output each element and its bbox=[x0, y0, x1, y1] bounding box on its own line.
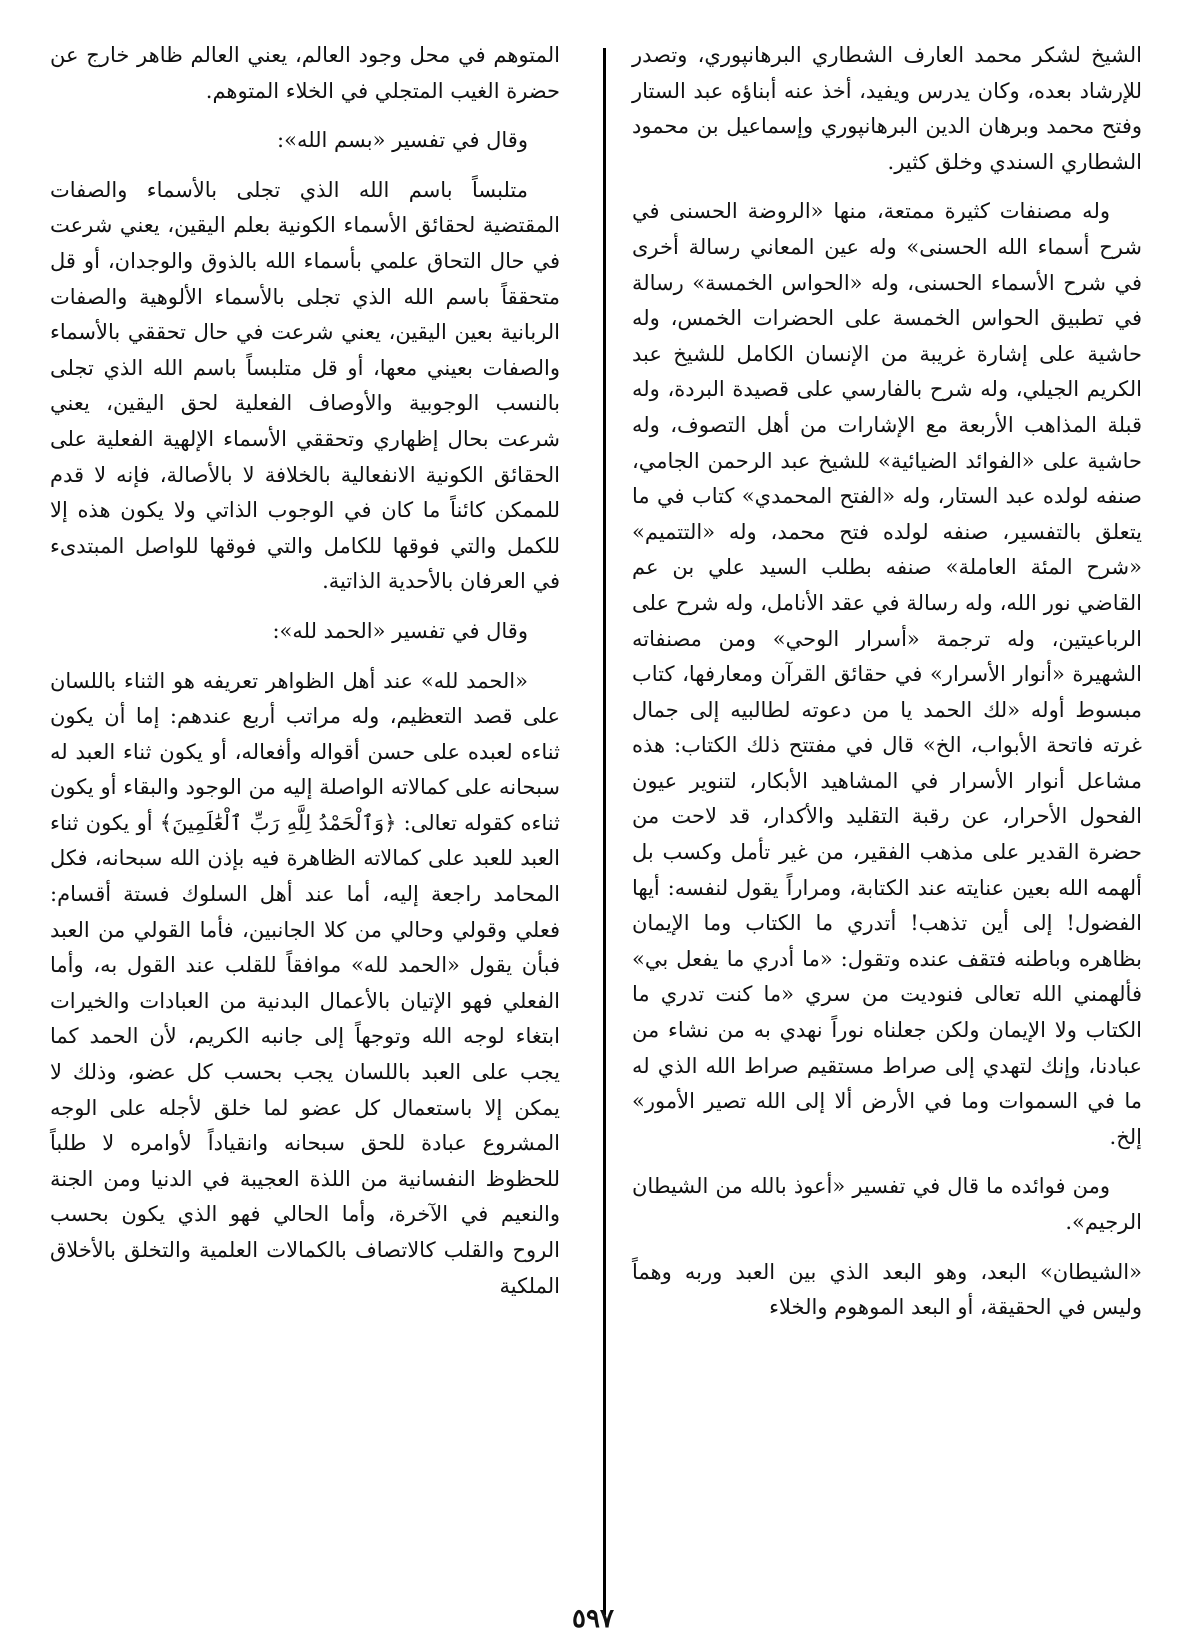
right-paragraph: «الشيطان» البعد، وهو البعد الذي بين العبد وربه وهماً وليس في الحقيقة، أو البعد الموهوم والخلاء bbox=[632, 1259, 1142, 1320]
left-paragraph: متلبساً باسم الله الذي تجلى بالأسماء والصفات المقتضية لحقائق الأسماء الكونية بعلم اليقين، يعني شرعت في حال التحاق علمي بأسماء الله بالذوق والوجدان، أو قل متحققاً باسم الله الذي تجلى بالأسماء الألوهية والصفات الربانية بعين اليقين، يعني شرعت في حال تحققي بالأسماء والصفات بعيني معها، أو قل متلبساً باسم الله الذي تجلى بالنسب الوجوبية والأوصاف الفعلية لحق اليقين، يعني شرعت بحال إظهاري وتحققي الأسماء الإلهية الفعلية على الحقائق الكونية الانفعالية بالخلافة لا بالأصالة، فإنه لا قدم للممكن كائناً ما كان في الوجوب الذاتي ولا يكون هذه إلا للكمل والتي فوقها للكامل والتي فوقها للواصل المبتدىء في العرفان بالأحدية الذاتية. bbox=[50, 177, 560, 594]
left-heading: وقال في تفسير «الحمد لله»: bbox=[272, 618, 528, 643]
left-paragraph: المتوهم في محل وجود العالم، يعني العالم ظاهر خارج عن حضرة الغيب المتجلي في الخلاء المتوهم. bbox=[50, 43, 560, 103]
right-column bbox=[632, 38, 1142, 1326]
left-column bbox=[50, 38, 560, 1304]
right-paragraph: وله مصنفات كثيرة ممتعة، منها «الروضة الحسنى في شرح أسماء الله الحسنى» وله عين المعاني رسالة أخرى في شرح الأسماء الحسنى، وله «الحواس الخمسة» رسالة في تطبيق الحواس الخمسة على الحضرات الخمس، وله حاشية على إشارة غريبة من الإنسان الكامل للشيخ عبد الكريم الجيلي، وله شرح بالفارسي على قصيدة البردة، وله قبلة المذاهب الأربعة مع الإشارات من أهل التصوف، وله حاشية على «الفوائد الضيائية» للشيخ عبد الرحمن الجامي، صنفه لولده عبد الستار، وله «الفتح المحمدي» كتاب في ما يتعلق بالتفسير، صنفه لولده فتح محمد، وله «التتميم» «شرح المئة العاملة» صنفه بطلب السيد علي بن عم القاضي نور الله، وله رسالة في عقد الأنامل، وله شرح على الرباعيتين، وله ترجمة «أسرار الوحي» ومن مصنفاته الشهيرة «أنوار الأسرار» في حقائق القرآن ومعارفها، كتاب مبسوط أوله «لك الحمد يا من دعوته لطالبيه إلى جمال غرته فاتحة الأبواب، الخ» قال في مفتتح ذلك الكتاب: هذه مشاعل أنوار الأسرار في المشاهيد الأبكار، لتنوير عيون الفحول الأحرار، عن رقبة التقليد والأكدار، قد لاحت من حضرة القدير على مذهب الفقير، من غير تأمل وكسب بل ألهمه الله بعين عنايته عند الكتابة، ومراراً يقول لنفسه: أيها الفضول! إلى أين تذهب! أتدري ما الكتاب وما الإيمان بظاهره وباطنه فتقف عنده وتقول: «ما أدري ما يفعل بي» فألهمني الله تعالى فنوديت من سري «ما كنت تدري ما الكتاب ولا الإيمان ولكن جعلناه نوراً نهدي به من نشاء من عبادنا، وإنك لتهدي إلى صراط مستقيم صراط الله الذي له ما في السموات وما في الأرض ألا إلى الله تصير الأمور» إلخ. bbox=[632, 199, 1142, 1149]
left-heading: وقال في تفسير «بسم الله»: bbox=[277, 128, 528, 153]
left-paragraph: «الحمد لله» عند أهل الظواهر تعريفه هو الثناء باللسان على قصد التعظيم، وله مراتب أربع عندهم: إما أن يكون ثناءه لعبده على حسن أقواله وأفعاله، أو يكون ثناء العبد له سبحانه على كمالاته الواصلة إليه من الوجود والبقاء أو يكون ثناءه كقوله تعالى: ﴿وَٱلْحَمْدُ لِلَّهِ رَبِّ ٱلْعَٰلَمِينَ﴾ أو يكون ثناء العبد للعبد على كمالاته الظاهرة فيه بإذن الله سبحانه، فكل المحامد راجعة إليه، أما عند أهل السلوك فستة أقسام: فعلي وقولي وحالي من كلا الجانبين، فأما القولي من العبد فبأن يقول «الحمد لله» موافقاً للقلب عند القول به، وأما الفعلي فهو الإتيان بالأعمال البدنية من العبادات والخيرات ابتغاء لوجه الله وتوجهاً إلى جانبه الكريم، لأن الحمد كما يجب على العبد باللسان يجب بحسب كل عضو، وذلك لا يمكن إلا باستعمال كل عضو لما خلق لأجله على الوجه المشروع عبادة للحق سبحانه وانقياداً لأوامره لا طلباً للحظوظ النفسانية من اللذة العجيبة في الدنيا ومن الجنة والنعيم في الآخرة، وأما الحالي فهو الذي يكون بحسب الروح والقلب كالاتصاف بالكمالات العلمية والتخلق بالأخلاق الملكية bbox=[50, 668, 560, 1298]
right-paragraph: الشيخ لشكر محمد العارف الشطاري البرهانپوري، وتصدر للإرشاد بعده، وكان يدرس ويفيد، أخذ عنه أبناؤه عبد الستار وفتح محمد وبرهان الدين البرهانپوري وإسماعيل بن محمود الشطاري السندي وخلق كثير. bbox=[632, 43, 1142, 174]
right-paragraph: ومن فوائده ما قال في تفسير «أعوذ بالله من الشيطان الرجيم». bbox=[632, 1174, 1142, 1234]
page-number: ٥٩٧ bbox=[572, 1604, 614, 1634]
column-divider bbox=[603, 48, 606, 1615]
